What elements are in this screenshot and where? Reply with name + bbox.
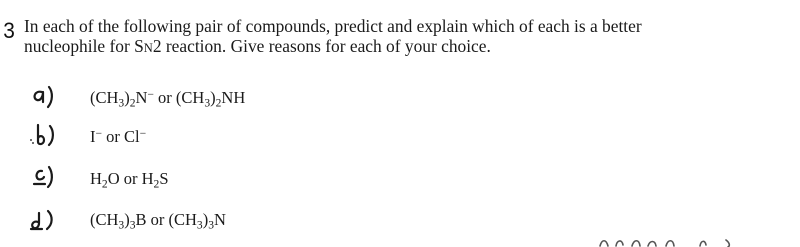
formula-text: ) [202, 210, 209, 229]
handwritten-a-icon [26, 83, 88, 113]
formula-text: or Cl [102, 127, 140, 146]
stem-text: 2 reaction. Give reasons for each of your choice. [152, 36, 491, 56]
question-stem-line-2 [24, 36, 794, 58]
formula-text: ) [124, 210, 130, 229]
formula-text: O or H [107, 169, 154, 188]
formula-subscript: 2 [101, 178, 108, 191]
stem-text: nucleophile for S [24, 36, 144, 56]
item-b [26, 122, 426, 152]
formula-subscript: 3 [118, 219, 125, 232]
formula-text: N [213, 210, 226, 229]
item-b-text [90, 127, 146, 147]
handwritten-c-icon [26, 164, 88, 194]
formula-subscript: 3 [196, 219, 203, 232]
handwritten-b-icon [26, 122, 88, 152]
formula-charge: − [95, 127, 103, 140]
item-c-text [90, 169, 169, 191]
formula-text: ) [210, 88, 216, 107]
question-stem-line-1: In each of the following pair of compounds, predict and explain which of each is a better [24, 16, 642, 36]
formula-text: (CH [90, 88, 119, 107]
formula-text: (CH [90, 210, 119, 229]
formula-charge: − [147, 88, 154, 101]
formula-subscript: 3 [118, 97, 125, 110]
item-a [26, 83, 426, 113]
formula-subscript: 3 [129, 219, 136, 232]
formula-text: NH [221, 88, 246, 107]
formula-charge: − [139, 127, 147, 140]
stem-subscript: N [143, 41, 153, 55]
handwritten-label-b [26, 122, 88, 152]
handwritten-label-c [26, 164, 88, 194]
question-stem [24, 16, 794, 58]
formula-text: N [135, 88, 148, 107]
question-number: 3 [3, 18, 15, 43]
formula-subscript: 3 [204, 97, 211, 110]
formula-subscript: 2 [129, 97, 136, 110]
formula-text: I [90, 127, 96, 146]
handwritten-label-a [26, 83, 88, 113]
formula-text: H [90, 169, 102, 188]
handwritten-label-d [26, 205, 88, 235]
formula-text: B or (CH [135, 210, 197, 229]
formula-subscript: 2 [153, 178, 160, 191]
formula-text: or (CH [153, 88, 205, 107]
item-c [26, 164, 426, 194]
item-a-text [90, 88, 245, 110]
formula-subscript: 3 [208, 219, 214, 232]
item-d [26, 205, 426, 235]
handwritten-d-icon [26, 205, 88, 235]
formula-text: S [159, 169, 169, 188]
cut-off-handwriting-icon [596, 234, 746, 247]
formula-text: ) [124, 88, 130, 107]
item-d-text [90, 210, 226, 232]
formula-subscript: 2 [215, 97, 222, 110]
